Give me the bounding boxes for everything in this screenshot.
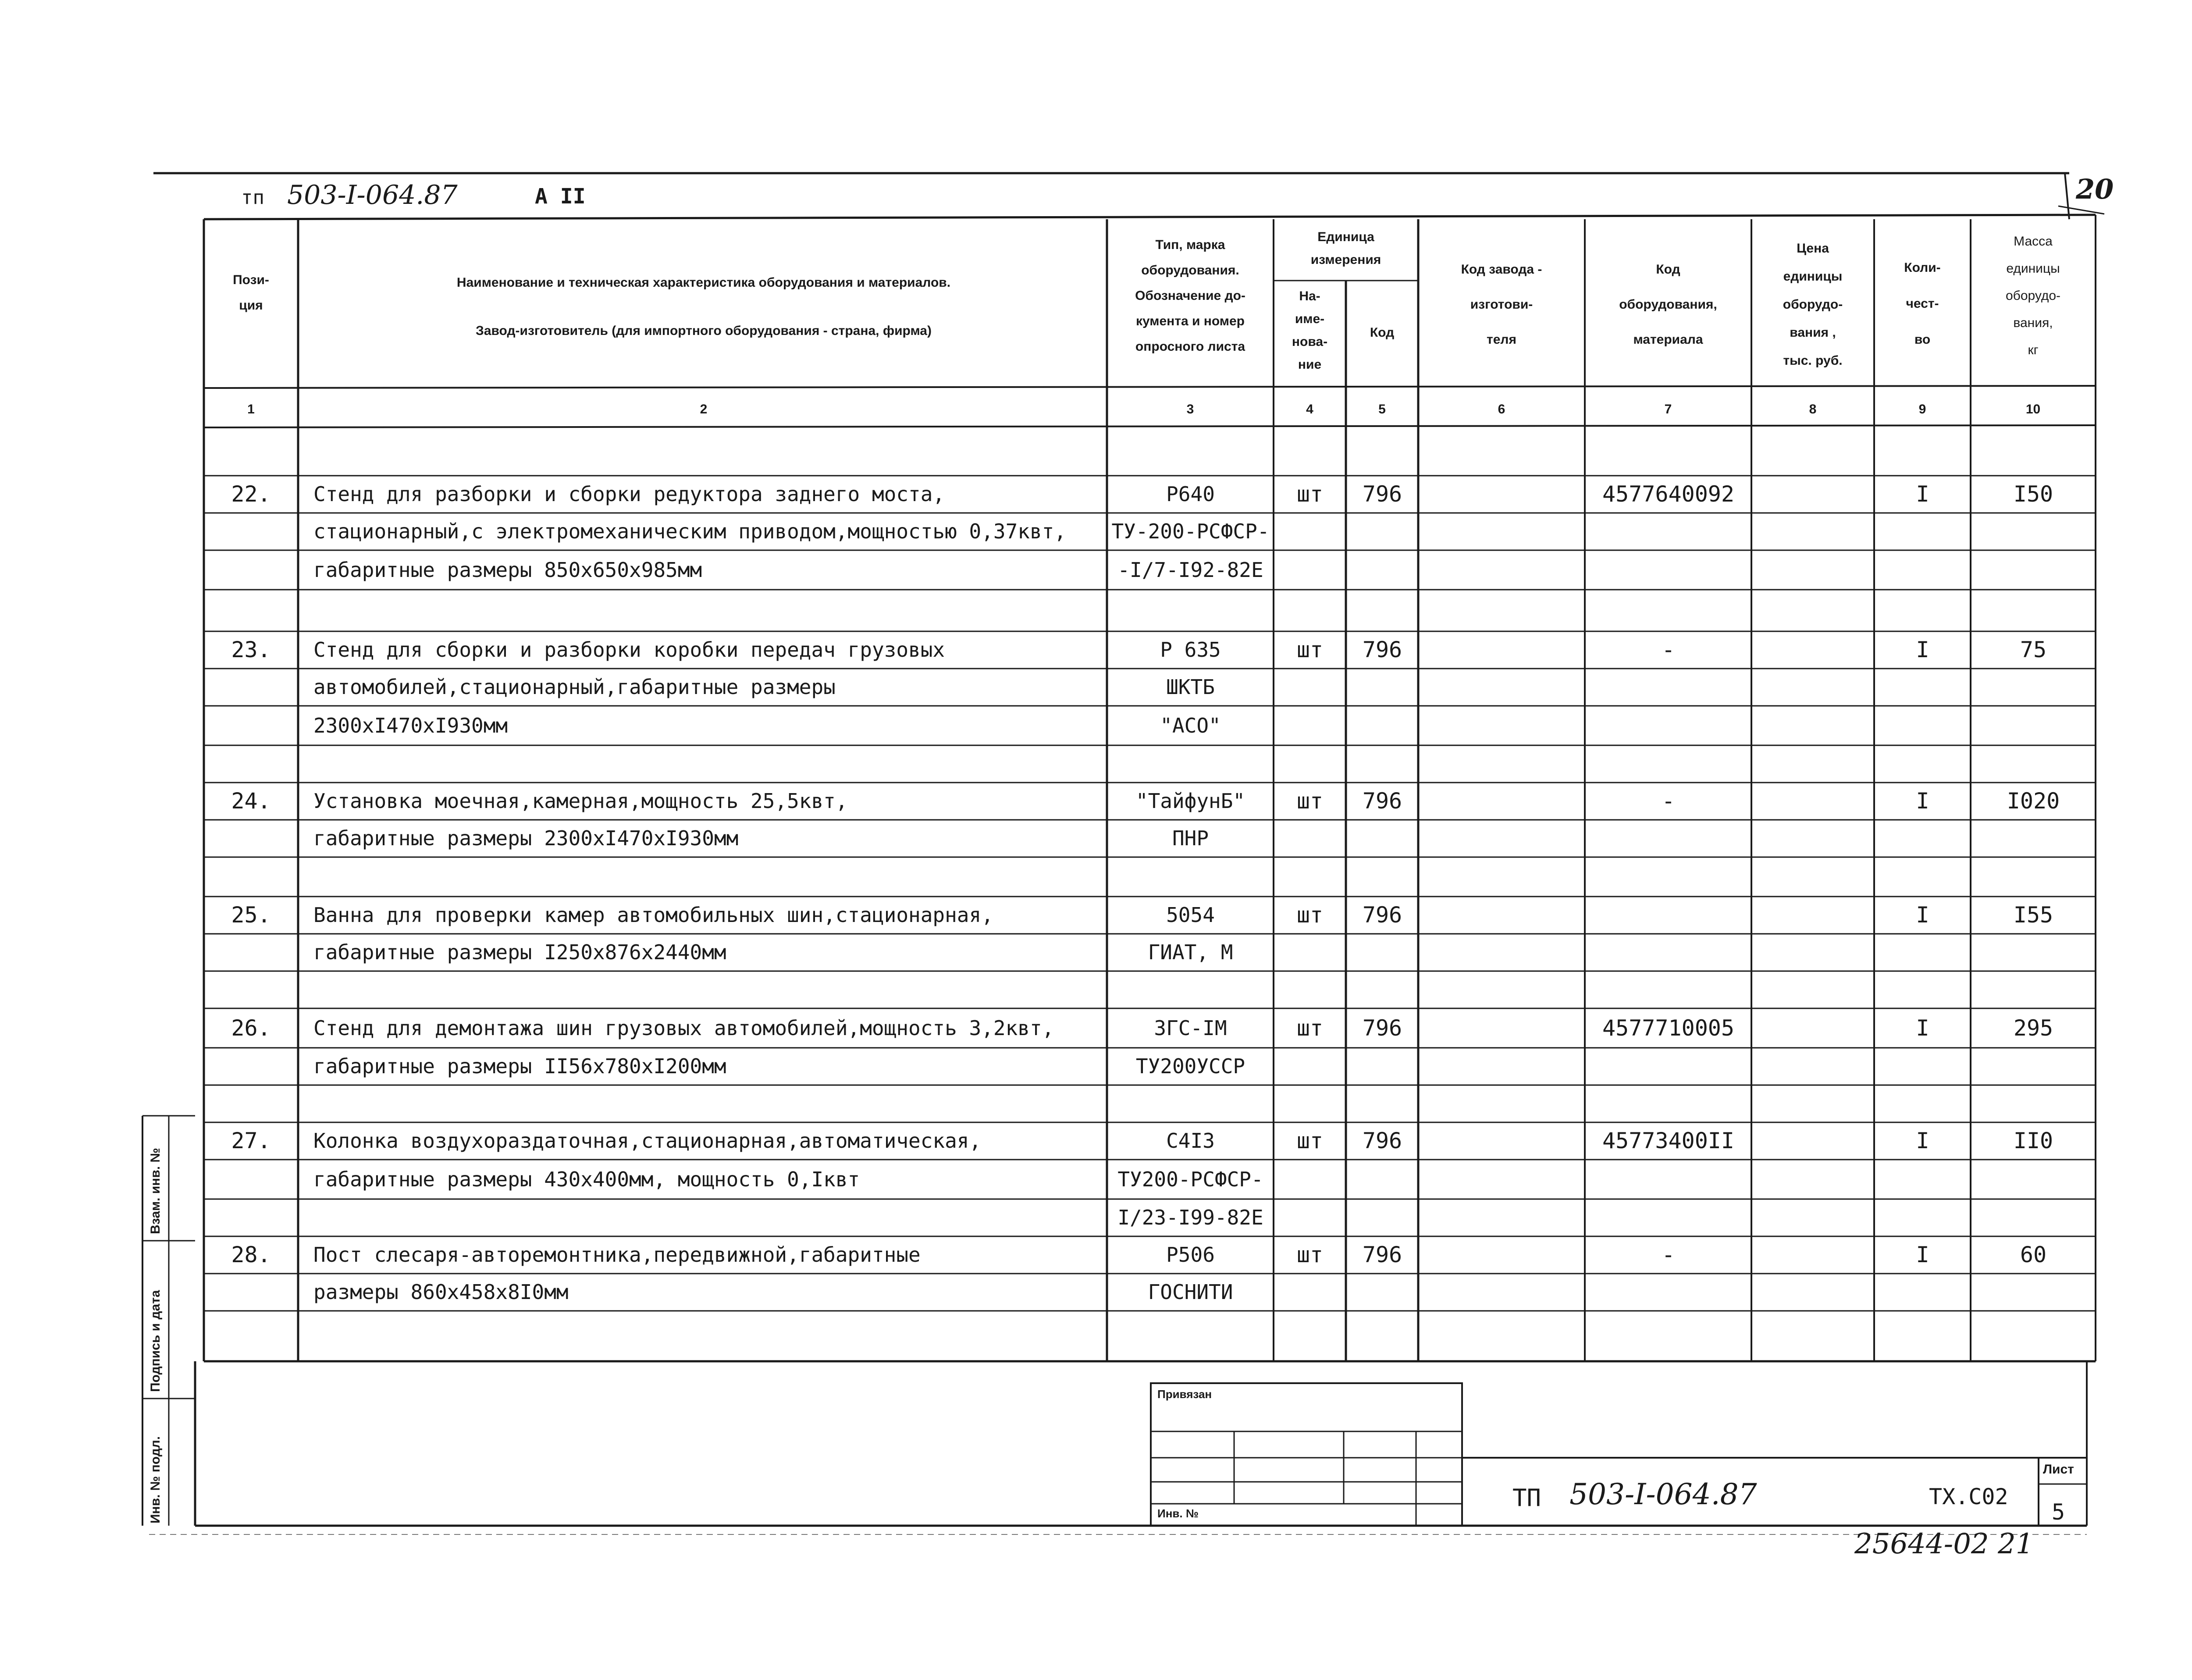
header-price: Цена единицы оборудо- вания , тыс. руб. — [1783, 241, 1843, 368]
cell-factory-code — [1420, 1008, 1584, 1048]
cell-quantity — [1875, 1199, 1970, 1236]
cell-price — [1753, 1274, 1873, 1311]
cell-factory-code — [1420, 745, 1584, 783]
cell-position — [206, 669, 296, 706]
stamp-inv-replace: Взам. инв. № — [148, 1148, 163, 1234]
cell-position: 24. — [231, 788, 271, 814]
cell-mass — [1972, 669, 2095, 706]
cell-factory-code — [1420, 783, 1584, 820]
cell-type — [1108, 1311, 1273, 1361]
cell-mass — [1972, 934, 2095, 971]
cell-price — [1753, 590, 1873, 631]
cell-type: ТУ200-РСФСР- — [1117, 1167, 1263, 1191]
cell-description: Стенд для демонтажа шин грузовых автомобилей,мощность 3,2квт, — [313, 1016, 1054, 1040]
cell-factory-code — [1420, 476, 1584, 513]
stamp-inv-original: Инв. № подл. — [148, 1436, 163, 1523]
title-doc-mark: ТХ.С02 — [1929, 1484, 2008, 1509]
cell-type: ГОСНИТИ — [1148, 1280, 1233, 1304]
header-quantity: Коли- чест- во — [1904, 260, 1941, 347]
cell-description: автомобилей,стационарный,габаритные размеры — [313, 675, 836, 699]
cell-mass — [1972, 1274, 2095, 1311]
cell-unit-name — [1275, 820, 1345, 857]
cell-mass — [1972, 1085, 2095, 1122]
cell-unit-code — [1347, 590, 1417, 631]
cell-position — [206, 1160, 296, 1199]
cell-unit-name: шт — [1296, 637, 1324, 662]
cell-unit-code: 796 — [1362, 1242, 1402, 1267]
cell-unit-name — [1275, 706, 1345, 745]
cell-position — [206, 1311, 296, 1361]
page-number: 20 — [2076, 173, 2114, 205]
cell-price — [1753, 1085, 1873, 1122]
cell-mass: II0 — [2013, 1128, 2053, 1153]
cell-position — [206, 1048, 296, 1085]
cell-unit-name — [1275, 513, 1345, 550]
cell-position — [206, 857, 296, 897]
cell-quantity — [1875, 1048, 1970, 1085]
cell-position — [206, 513, 296, 550]
cell-mass — [1972, 820, 2095, 857]
cell-unit-code — [1347, 857, 1417, 897]
cell-mass — [1972, 1199, 2095, 1236]
cell-equipment-code: 45773400II — [1602, 1128, 1735, 1153]
header-equipment-code: Код оборудования, материала — [1619, 262, 1717, 347]
cell-quantity — [1875, 745, 1970, 783]
cell-unit-name — [1275, 934, 1345, 971]
cell-equipment-code — [1586, 1160, 1751, 1199]
cell-quantity: I — [1916, 788, 1929, 814]
cell-mass — [1972, 971, 2095, 1008]
cell-description — [313, 1199, 1105, 1236]
cell-factory-code — [1420, 1122, 1584, 1160]
cell-factory-code — [1420, 1199, 1584, 1236]
colnum-5: 5 — [1378, 402, 1386, 416]
cell-position — [206, 550, 296, 590]
cell-mass — [1972, 1048, 2095, 1085]
cell-price — [1753, 857, 1873, 897]
header-unit-code: Код — [1370, 325, 1395, 340]
cell-unit-name — [1275, 669, 1345, 706]
cell-type: "ТайфунБ" — [1135, 789, 1245, 813]
cell-equipment-code: 4577710005 — [1602, 1015, 1735, 1041]
cell-mass — [1972, 550, 2095, 590]
cell-description: габаритные размеры I250х876х2440мм — [313, 940, 726, 964]
cell-equipment-code: - — [1662, 637, 1675, 662]
cell-quantity — [1875, 550, 1970, 590]
cell-description: размеры 860х458х8I0мм — [313, 1280, 569, 1304]
cell-description: габаритные размеры II56х780хI200мм — [313, 1054, 726, 1078]
cell-type: ТУ200УССР — [1135, 1054, 1245, 1078]
cell-quantity — [1875, 590, 1970, 631]
cell-price — [1753, 1008, 1873, 1048]
cell-description: Пост слесаря-авторемонтника,передвижной,габаритные — [313, 1243, 921, 1267]
cell-position — [206, 1274, 296, 1311]
cell-description: Стенд для разборки и сборки редуктора заднего моста, — [313, 482, 945, 506]
cell-factory-code — [1420, 971, 1584, 1008]
cell-unit-code — [1347, 1085, 1417, 1122]
header-unit-name: На- име- нова- ние — [1292, 289, 1328, 372]
cell-unit-name — [1275, 971, 1345, 1008]
colnum-8: 8 — [1809, 402, 1817, 416]
cell-type: ПНР — [1172, 826, 1209, 850]
cell-equipment-code — [1586, 1199, 1751, 1236]
cell-factory-code — [1420, 550, 1584, 590]
cell-description — [313, 590, 1105, 631]
header-position: Пози- ция — [233, 273, 269, 313]
binding-inv-label: Инв. № — [1157, 1507, 1199, 1520]
cell-quantity: I — [1916, 637, 1929, 662]
archive-number: 25644-02 21 — [1854, 1528, 2034, 1560]
cell-unit-name: шт — [1296, 481, 1324, 507]
cell-factory-code — [1420, 706, 1584, 745]
cell-factory-code — [1420, 820, 1584, 857]
cell-quantity — [1875, 513, 1970, 550]
cell-equipment-code — [1586, 745, 1751, 783]
binding-label: Привязан — [1157, 1388, 1212, 1401]
cell-factory-code — [1420, 1085, 1584, 1122]
cell-price — [1753, 971, 1873, 1008]
cell-unit-name: шт — [1296, 1128, 1324, 1153]
colnum-1: 1 — [247, 402, 255, 416]
cell-factory-code — [1420, 1311, 1584, 1361]
cell-quantity: I — [1916, 481, 1929, 507]
colnum-4: 4 — [1306, 402, 1313, 416]
sheet-label: Лист — [2043, 1462, 2074, 1477]
cell-description — [313, 745, 1105, 783]
header-mass: Масса единицы оборудо- вания, кг — [2005, 234, 2061, 357]
cell-description: Стенд для сборки и разборки коробки передач грузовых — [313, 638, 945, 662]
cell-unit-code: 796 — [1362, 1015, 1402, 1041]
cell-equipment-code — [1586, 971, 1751, 1008]
cell-price — [1753, 1236, 1873, 1274]
cell-unit-code: 796 — [1362, 481, 1402, 507]
cell-unit-code — [1347, 669, 1417, 706]
cell-description: 2300хI470хI930мм — [313, 714, 508, 737]
cell-position — [206, 590, 296, 631]
cell-price — [1753, 1311, 1873, 1361]
cell-description: Установка моечная,камерная,мощность 25,5квт, — [313, 789, 848, 813]
cell-factory-code — [1420, 669, 1584, 706]
cell-equipment-code — [1586, 857, 1751, 897]
cell-unit-code — [1347, 706, 1417, 745]
cell-equipment-code — [1586, 1085, 1751, 1122]
cell-equipment-code — [1586, 897, 1751, 934]
cell-factory-code — [1420, 934, 1584, 971]
header-code-prefix: тп — [241, 186, 264, 209]
cell-unit-code — [1347, 745, 1417, 783]
header-code: 503-I-064.87 — [287, 180, 458, 210]
cell-unit-name — [1275, 590, 1345, 631]
cell-quantity — [1875, 669, 1970, 706]
cell-mass: 75 — [2020, 637, 2047, 662]
colnum-9: 9 — [1918, 402, 1926, 416]
cell-mass — [1972, 745, 2095, 783]
cell-unit-name — [1275, 745, 1345, 783]
cell-type: Р640 — [1166, 482, 1215, 506]
cell-unit-name: шт — [1296, 902, 1324, 928]
cell-description — [313, 1085, 1105, 1122]
cell-unit-code: 796 — [1362, 1128, 1402, 1153]
header-type: Тип, марка оборудования. Обозначение до- кумента и номер опросного листа — [1135, 238, 1245, 354]
cell-factory-code — [1420, 857, 1584, 897]
cell-price — [1753, 783, 1873, 820]
cell-price — [1753, 934, 1873, 971]
cell-unit-name — [1275, 1160, 1345, 1199]
cell-type — [1108, 1085, 1273, 1122]
cell-unit-code — [1347, 934, 1417, 971]
cell-description: габаритные размеры 430х400мм, мощность 0,Iквт — [313, 1167, 860, 1191]
cell-unit-name — [1275, 1085, 1345, 1122]
stamp-sign-date: Подпись и дата — [148, 1290, 163, 1392]
cell-price — [1753, 1160, 1873, 1199]
cell-unit-name — [1275, 1274, 1345, 1311]
header-album: А II — [535, 184, 586, 209]
cell-position: 28. — [231, 1242, 271, 1267]
cell-position: 23. — [231, 637, 271, 662]
cell-equipment-code: - — [1662, 788, 1675, 814]
cell-mass — [1972, 706, 2095, 745]
colnum-3: 3 — [1186, 402, 1194, 416]
cell-mass: I50 — [2013, 481, 2053, 507]
cell-position — [206, 1085, 296, 1122]
cell-quantity: I — [1916, 1128, 1929, 1153]
cell-factory-code — [1420, 1160, 1584, 1199]
cell-unit-code — [1347, 1160, 1417, 1199]
cell-mass — [1972, 513, 2095, 550]
cell-description: Колонка воздухораздаточная,стационарная,автоматическая, — [313, 1129, 982, 1153]
cell-position — [206, 934, 296, 971]
cell-mass — [1972, 1160, 2095, 1199]
cell-price — [1753, 745, 1873, 783]
cell-type — [1108, 590, 1273, 631]
cell-price — [1753, 1122, 1873, 1160]
cell-mass: 295 — [2013, 1015, 2053, 1041]
cell-equipment-code — [1586, 513, 1751, 550]
header-unit: Единица измерения — [1310, 230, 1381, 267]
cell-quantity — [1875, 820, 1970, 857]
cell-mass — [1972, 1311, 2095, 1361]
cell-quantity — [1875, 706, 1970, 745]
cell-price — [1753, 1048, 1873, 1085]
cell-price — [1753, 513, 1873, 550]
cell-unit-code — [1347, 513, 1417, 550]
cell-description — [313, 857, 1105, 897]
colnum-7: 7 — [1664, 402, 1672, 416]
cell-mass: I020 — [2007, 788, 2060, 814]
cell-type: С4I3 — [1166, 1129, 1215, 1153]
cell-type — [1108, 745, 1273, 783]
cell-mass — [1972, 857, 2095, 897]
cell-unit-name — [1275, 857, 1345, 897]
cell-type: ТУ-200-РСФСР- — [1111, 520, 1270, 543]
cell-equipment-code — [1586, 669, 1751, 706]
cell-unit-code — [1347, 1311, 1417, 1361]
cell-description: стационарный,с электромеханическим приводом,мощностью 0,37квт, — [313, 520, 1067, 543]
cell-factory-code — [1420, 897, 1584, 934]
cell-equipment-code — [1586, 1311, 1751, 1361]
cell-type: I/23-I99-82Е — [1117, 1206, 1263, 1229]
cell-unit-name — [1275, 550, 1345, 590]
cell-type: -I/7-I92-82Е — [1117, 558, 1263, 582]
cell-factory-code — [1420, 1274, 1584, 1311]
cell-quantity — [1875, 971, 1970, 1008]
cell-type: ШКТБ — [1166, 675, 1215, 699]
cell-unit-name: шт — [1296, 1242, 1324, 1267]
cell-position — [206, 1199, 296, 1236]
cell-quantity — [1875, 1160, 1970, 1199]
cell-position — [206, 706, 296, 745]
cell-factory-code — [1420, 513, 1584, 550]
cell-type: ЗГС-IМ — [1154, 1016, 1227, 1040]
cell-equipment-code — [1586, 706, 1751, 745]
cell-unit-code — [1347, 1199, 1417, 1236]
cell-price — [1753, 550, 1873, 590]
cell-type: Р506 — [1166, 1243, 1215, 1267]
cell-price — [1753, 476, 1873, 513]
cell-type — [1108, 971, 1273, 1008]
cell-description — [313, 971, 1105, 1008]
cell-unit-code: 796 — [1362, 788, 1402, 814]
cell-position: 27. — [231, 1128, 271, 1153]
cell-price — [1753, 897, 1873, 934]
cell-unit-code — [1347, 820, 1417, 857]
cell-description: Ванна для проверки камер автомобильных шин,стационарная, — [313, 903, 993, 927]
colnum-2: 2 — [700, 402, 708, 416]
cell-quantity — [1875, 857, 1970, 897]
cell-equipment-code — [1586, 820, 1751, 857]
cell-mass: 60 — [2020, 1242, 2047, 1267]
cell-type: 5054 — [1166, 903, 1215, 927]
header-factory-code: Код завода - изготови- теля — [1461, 262, 1542, 347]
cell-description — [313, 1311, 1105, 1361]
cell-price — [1753, 631, 1873, 669]
cell-type: ГИАТ, М — [1148, 940, 1233, 964]
cell-type: Р 635 — [1160, 638, 1221, 662]
colnum-10: 10 — [2025, 402, 2041, 416]
cell-mass: I55 — [2013, 902, 2053, 928]
cell-quantity: I — [1916, 1242, 1929, 1267]
cell-position — [206, 820, 296, 857]
cell-factory-code — [1420, 1236, 1584, 1274]
title-code: 503-I-064.87 — [1569, 1477, 1757, 1511]
cell-factory-code — [1420, 1048, 1584, 1085]
cell-description: габаритные размеры 2300хI470хI930мм — [313, 826, 739, 850]
cell-factory-code — [1420, 631, 1584, 669]
colnum-6: 6 — [1498, 402, 1505, 416]
cell-quantity — [1875, 1274, 1970, 1311]
cell-position — [206, 971, 296, 1008]
cell-position: 25. — [231, 902, 271, 928]
cell-position: 22. — [231, 481, 271, 507]
cell-unit-code — [1347, 1274, 1417, 1311]
cell-unit-name — [1275, 1199, 1345, 1236]
cell-equipment-code: - — [1662, 1242, 1675, 1267]
cell-quantity: I — [1916, 1015, 1929, 1041]
sheet-number: 5 — [2052, 1499, 2065, 1525]
cell-equipment-code: 4577640092 — [1602, 481, 1735, 507]
cell-quantity — [1875, 1311, 1970, 1361]
cell-unit-code — [1347, 971, 1417, 1008]
title-prefix: ТП — [1512, 1484, 1541, 1512]
cell-equipment-code — [1586, 590, 1751, 631]
cell-unit-name — [1275, 1311, 1345, 1361]
cell-unit-code — [1347, 1048, 1417, 1085]
cell-unit-code — [1347, 550, 1417, 590]
cell-unit-code: 796 — [1362, 902, 1402, 928]
cell-unit-name: шт — [1296, 788, 1324, 814]
cell-price — [1753, 1199, 1873, 1236]
cell-position: 26. — [231, 1015, 271, 1041]
cell-description: габаритные размеры 850х650х985мм — [313, 558, 702, 582]
cell-equipment-code — [1586, 934, 1751, 971]
cell-position — [206, 745, 296, 783]
cell-type — [1108, 857, 1273, 897]
cell-equipment-code — [1586, 550, 1751, 590]
cell-unit-name: шт — [1296, 1015, 1324, 1041]
cell-equipment-code — [1586, 1274, 1751, 1311]
cell-unit-code: 796 — [1362, 637, 1402, 662]
cell-price — [1753, 820, 1873, 857]
cell-factory-code — [1420, 590, 1584, 631]
cell-quantity — [1875, 1085, 1970, 1122]
cell-type: "АСО" — [1160, 714, 1221, 737]
cell-equipment-code — [1586, 1048, 1751, 1085]
cell-mass — [1972, 590, 2095, 631]
cell-quantity: I — [1916, 902, 1929, 928]
header-name: Наименование и техническая характеристика оборудования и материалов. Завод-изготовитель (для импортного оборудования - страна, фирма) — [456, 275, 951, 338]
cell-price — [1753, 706, 1873, 745]
cell-quantity — [1875, 934, 1970, 971]
cell-unit-name — [1275, 1048, 1345, 1085]
cell-price — [1753, 669, 1873, 706]
